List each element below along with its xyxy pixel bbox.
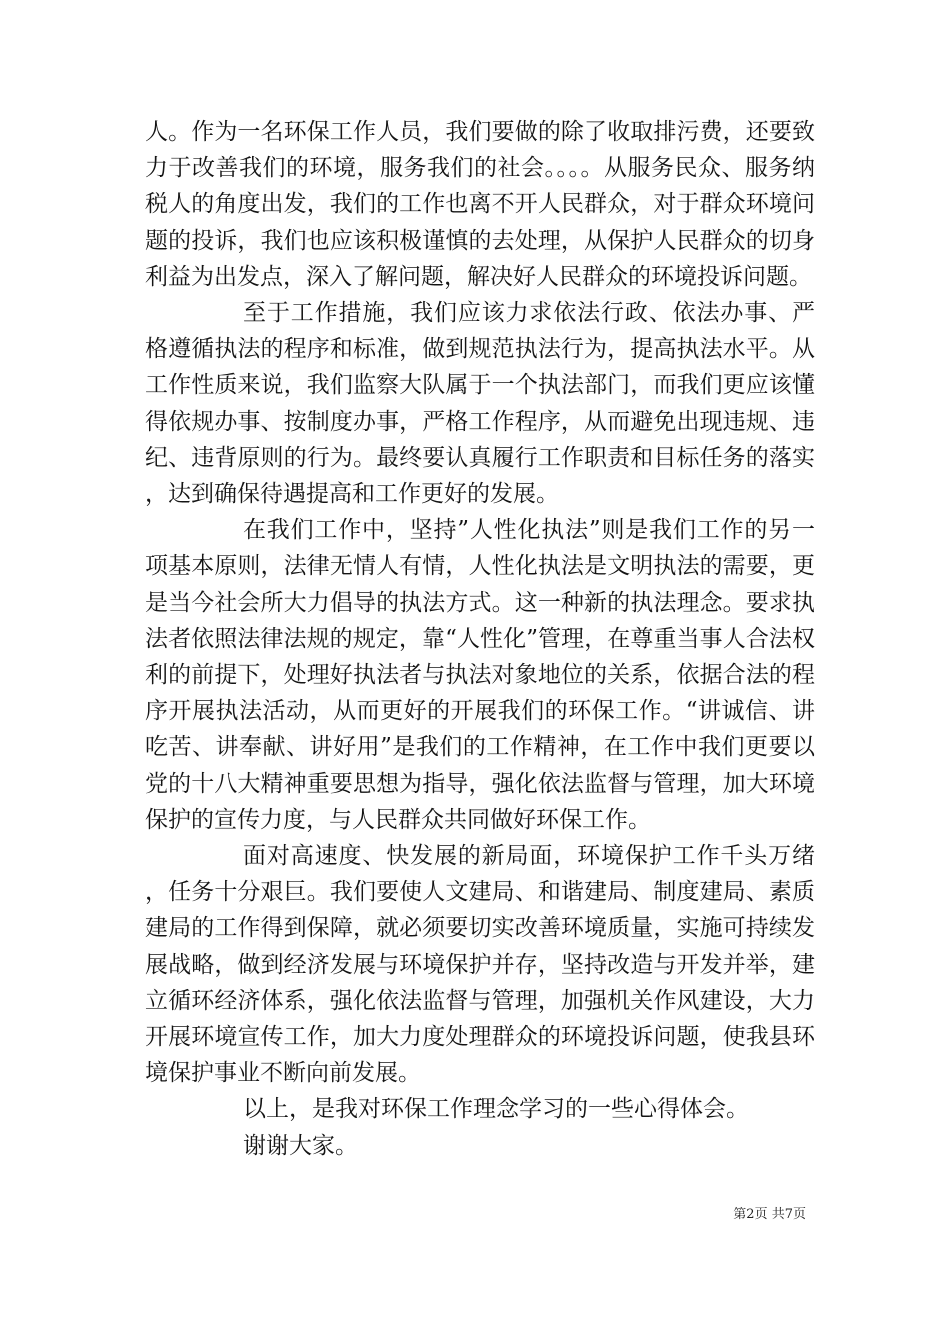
footer-total-pages: 7 (784, 1207, 793, 1222)
paragraph-1: 人。作为一名环保工作人员，我们要做的除了收取排污费，还要致力于改善我们的环境，服务我们的社会。。。。从服务民众、服务纳税人的角度出发，我们的工作也离不开人民群众，对于群众环境问题的投诉，我们也应该积极谨慎的去处理，从保护人民群众的切身利益为出发点，深入了解问题，解决好人民群众的环境投诉问题。 (145, 119, 815, 290)
paragraph-6: 谢谢大家。 (243, 1132, 358, 1159)
paragraph-5: 以上，是我对环保工作理念学习的一些心得体会。 (243, 1096, 749, 1123)
paragraph-3: 在我们工作中，坚持”人性化执法”则是我们工作的另一项基本原则，法律无情人有情，人性化执法是文明执法的需要，更是当今社会所大力倡导的执法方式。这一种新的执法理念。要求执法者依照法律法规的规定，靠“人性化”管理，在尊重当事人合法权利的前提下，处理好执法者与执法对象地位的关系，依据合法的程序开展执法活动，从而更好的开展我们的环保工作。“讲诚信、讲吃苦、讲奉献、讲好用”是我们的工作精神，在工作中我们更要以党的十八大精神重要思想为指导，强化依法监督与管理，加大环境保护的宣传力度，与人民群众共同做好环保工作。 (145, 517, 815, 833)
paragraph-2: 至于工作措施，我们应该力求依法行政、依法办事、严格遵循执法的程序和标准，做到规范执法行为，提高执法水平。从工作性质来说，我们监察大队属于一个执法部门，而我们更应该懂得依规办事、按制度办事，严格工作程序，从而避免出现违规、违纪、违背原则的行为。最终要认真履行工作职责和目标任务的落实，达到确保待遇提高和工作更好的发展。 (145, 300, 815, 508)
footer-current-page: 2 (746, 1207, 755, 1222)
footer-suffix: 页 (792, 1207, 806, 1222)
document-body (145, 114, 815, 1164)
footer-prefix: 第 (733, 1207, 747, 1222)
paragraph-4: 面对高速度、快发展的新局面，环境保护工作千头万绪，任务十分艰巨。我们要使人文建局、和谐建局、制度建局、素质建局的工作得到保障，就必须要切实改善环境质量，实施可持续发展战略，做到经济发展与环境保护并存，坚持改造与开发并举，建立循环经济体系，强化依法监督与管理，加强机关作风建设，大力开展环境宣传工作，加大力度处理群众的环境投诉问题，使我县环境保护事业不断向前发展。 (145, 843, 815, 1087)
footer-middle: 页 共 (754, 1207, 785, 1222)
page-number-footer (620, 1203, 806, 1222)
